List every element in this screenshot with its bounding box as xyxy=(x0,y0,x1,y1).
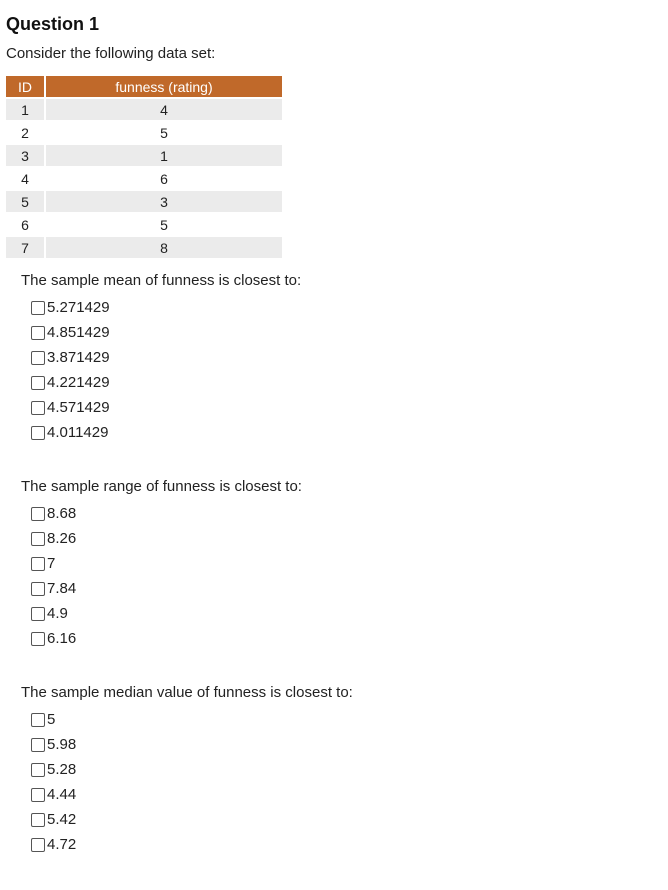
question-intro: Consider the following data set: xyxy=(6,45,216,62)
option-label[interactable]: 4.571429 xyxy=(47,399,110,416)
data-table xyxy=(4,74,284,260)
table-row xyxy=(6,99,282,120)
checkbox[interactable] xyxy=(31,713,45,727)
question-prompt: The sample mean of funness is closest to: xyxy=(21,272,302,289)
answer-option[interactable] xyxy=(31,786,353,811)
answer-option[interactable] xyxy=(31,349,301,374)
answer-option[interactable] xyxy=(31,505,302,530)
option-label[interactable]: 8.26 xyxy=(47,530,77,547)
option-label[interactable]: 4.011429 xyxy=(47,424,109,441)
answer-options xyxy=(21,299,301,449)
question-prompt: The sample median value of funness is closest to: xyxy=(21,684,353,701)
checkbox[interactable] xyxy=(31,607,45,621)
checkbox[interactable] xyxy=(31,632,45,646)
question-median xyxy=(21,684,353,861)
answer-options xyxy=(21,505,302,655)
option-label[interactable]: 4.9 xyxy=(47,605,68,622)
answer-option[interactable] xyxy=(31,399,301,424)
answer-option[interactable] xyxy=(31,299,301,324)
checkbox[interactable] xyxy=(31,738,45,752)
cell-funness: 1 xyxy=(46,145,282,166)
table-header-row xyxy=(6,76,282,97)
checkbox[interactable] xyxy=(31,582,45,596)
cell-id: 4 xyxy=(6,168,44,189)
checkbox[interactable] xyxy=(31,813,45,827)
checkbox[interactable] xyxy=(31,376,45,390)
cell-id: 7 xyxy=(6,237,44,258)
answer-option[interactable] xyxy=(31,736,353,761)
cell-id: 3 xyxy=(6,145,44,166)
checkbox[interactable] xyxy=(31,557,45,571)
checkbox[interactable] xyxy=(31,301,45,315)
table-row xyxy=(6,214,282,235)
checkbox[interactable] xyxy=(31,507,45,521)
option-label[interactable]: 5 xyxy=(47,711,56,728)
answer-option[interactable] xyxy=(31,811,353,836)
table-row xyxy=(6,191,282,212)
checkbox[interactable] xyxy=(31,532,45,546)
table-row xyxy=(6,237,282,258)
question-range xyxy=(21,478,302,655)
option-label[interactable]: 8.68 xyxy=(47,505,77,522)
option-label[interactable]: 4.72 xyxy=(47,836,77,853)
answer-option[interactable] xyxy=(31,761,353,786)
answer-option[interactable] xyxy=(31,711,353,736)
option-label[interactable]: 7 xyxy=(47,555,56,572)
option-label[interactable]: 5.271429 xyxy=(47,299,110,316)
option-label[interactable]: 6.16 xyxy=(47,630,77,647)
table-row xyxy=(6,122,282,143)
column-header-funness: funness (rating) xyxy=(46,76,282,97)
answer-option[interactable] xyxy=(31,836,353,861)
option-label[interactable]: 7.84 xyxy=(47,580,77,597)
cell-funness: 5 xyxy=(46,122,282,143)
option-label[interactable]: 4.44 xyxy=(47,786,77,803)
checkbox[interactable] xyxy=(31,326,45,340)
answer-options xyxy=(21,711,353,861)
option-label[interactable]: 5.98 xyxy=(47,736,77,753)
checkbox[interactable] xyxy=(31,763,45,777)
cell-id: 5 xyxy=(6,191,44,212)
answer-option[interactable] xyxy=(31,374,301,399)
answer-option[interactable] xyxy=(31,424,301,449)
column-header-id: ID xyxy=(6,76,44,97)
cell-funness: 6 xyxy=(46,168,282,189)
cell-id: 1 xyxy=(6,99,44,120)
question-title: Question 1 xyxy=(6,14,100,34)
cell-id: 2 xyxy=(6,122,44,143)
checkbox[interactable] xyxy=(31,351,45,365)
cell-funness: 5 xyxy=(46,214,282,235)
checkbox[interactable] xyxy=(31,838,45,852)
answer-option[interactable] xyxy=(31,580,302,605)
cell-funness: 4 xyxy=(46,99,282,120)
answer-option[interactable] xyxy=(31,324,301,349)
checkbox[interactable] xyxy=(31,788,45,802)
checkbox[interactable] xyxy=(31,426,45,440)
question-mean xyxy=(21,272,301,449)
answer-option[interactable] xyxy=(31,605,302,630)
option-label[interactable]: 3.871429 xyxy=(47,349,110,366)
cell-id: 6 xyxy=(6,214,44,235)
question-prompt: The sample range of funness is closest to: xyxy=(21,478,302,495)
table-row xyxy=(6,145,282,166)
table-row xyxy=(6,168,282,189)
answer-option[interactable] xyxy=(31,555,302,580)
option-label[interactable]: 5.28 xyxy=(47,761,77,778)
option-label[interactable]: 5.42 xyxy=(47,811,77,828)
answer-option[interactable] xyxy=(31,630,302,655)
answer-option[interactable] xyxy=(31,530,302,555)
cell-funness: 8 xyxy=(46,237,282,258)
checkbox[interactable] xyxy=(31,401,45,415)
option-label[interactable]: 4.851429 xyxy=(47,324,110,341)
option-label[interactable]: 4.221429 xyxy=(47,374,110,391)
cell-funness: 3 xyxy=(46,191,282,212)
